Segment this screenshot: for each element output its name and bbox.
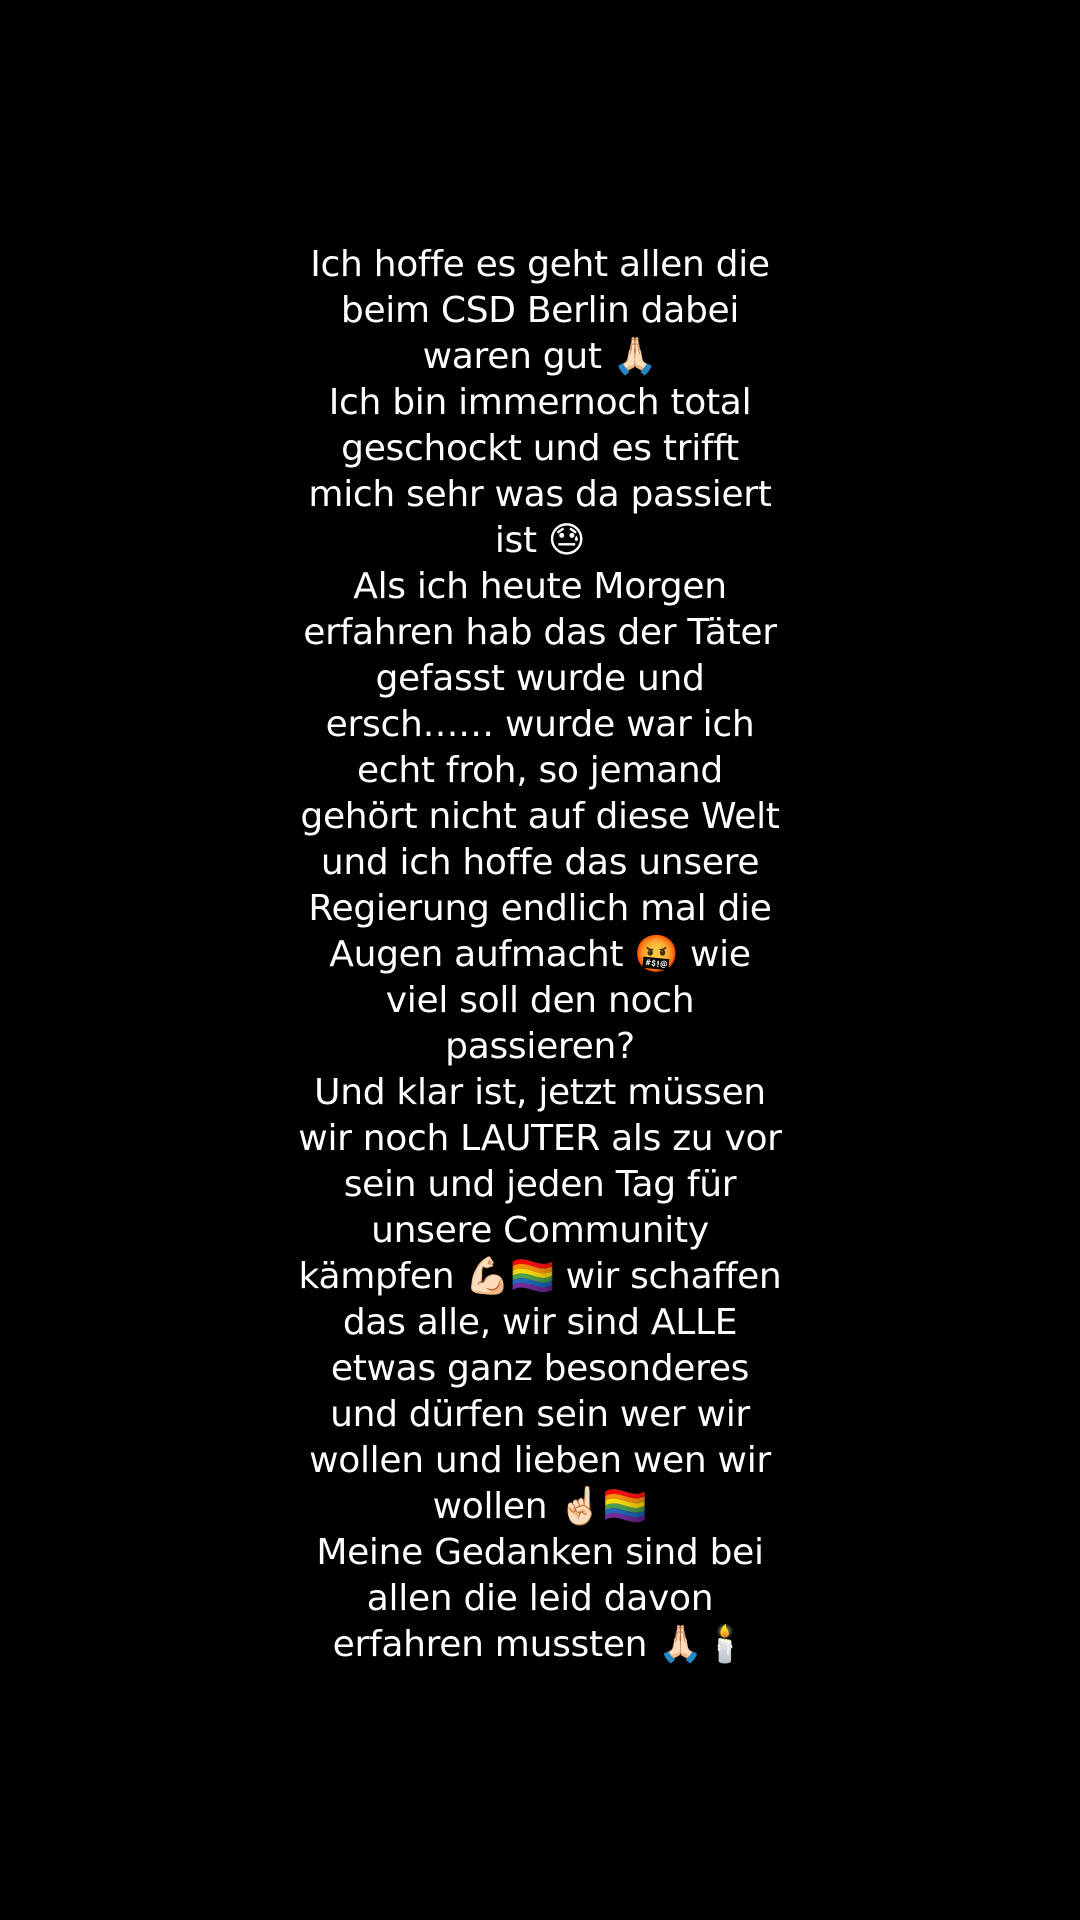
story-line: Augen aufmacht 🤬 wie xyxy=(329,934,751,975)
story-line: echt froh, so jemand xyxy=(357,750,723,791)
story-line: erfahren hab das der Täter xyxy=(303,612,777,653)
story-line: wir noch LAUTER als zu vor xyxy=(298,1118,782,1159)
story-line: erfahren mussten 🙏🏻🕯️ xyxy=(332,1624,748,1665)
story-line: Und klar ist, jetzt müssen xyxy=(314,1072,766,1113)
story-line: passieren? xyxy=(445,1026,635,1067)
story-line: gehört nicht auf diese Welt xyxy=(300,796,780,837)
story-line: das alle, wir sind ALLE xyxy=(342,1302,738,1343)
story-line: Als ich heute Morgen xyxy=(353,566,727,607)
story-line: mich sehr was da passiert xyxy=(308,474,772,515)
story-line: und dürfen sein wer wir xyxy=(330,1394,750,1435)
story-line: viel soll den noch xyxy=(385,980,695,1021)
story-line: unsere Community xyxy=(371,1210,709,1251)
story-line: Ich hoffe es geht allen die xyxy=(310,244,770,285)
story-line: wollen ☝🏻🏳️‍🌈 xyxy=(432,1486,648,1527)
story-line: geschockt und es trifft xyxy=(341,428,739,469)
story-line: ersch…… wurde war ich xyxy=(325,704,755,745)
story-line: Regierung endlich mal die xyxy=(308,888,772,929)
story-line: sein und jeden Tag für xyxy=(343,1164,737,1205)
story-text-block xyxy=(240,242,840,1668)
story-line: etwas ganz besonderes xyxy=(330,1348,750,1389)
story-line: gefasst wurde und xyxy=(375,658,705,699)
story-line: allen die leid davon xyxy=(366,1578,714,1619)
story-line: kämpfen 💪🏻🏳️‍🌈 wir schaffen xyxy=(298,1256,782,1297)
story-line: ist 😓 xyxy=(494,520,586,561)
story-line: und ich hoffe das unsere xyxy=(320,842,760,883)
story-line: waren gut 🙏🏻 xyxy=(422,336,658,377)
story-line: beim CSD Berlin dabei xyxy=(340,290,740,331)
story-line: wollen und lieben wen wir xyxy=(309,1440,771,1481)
story-line: Meine Gedanken sind bei xyxy=(316,1532,764,1573)
story-line: Ich bin immernoch total xyxy=(328,382,752,423)
